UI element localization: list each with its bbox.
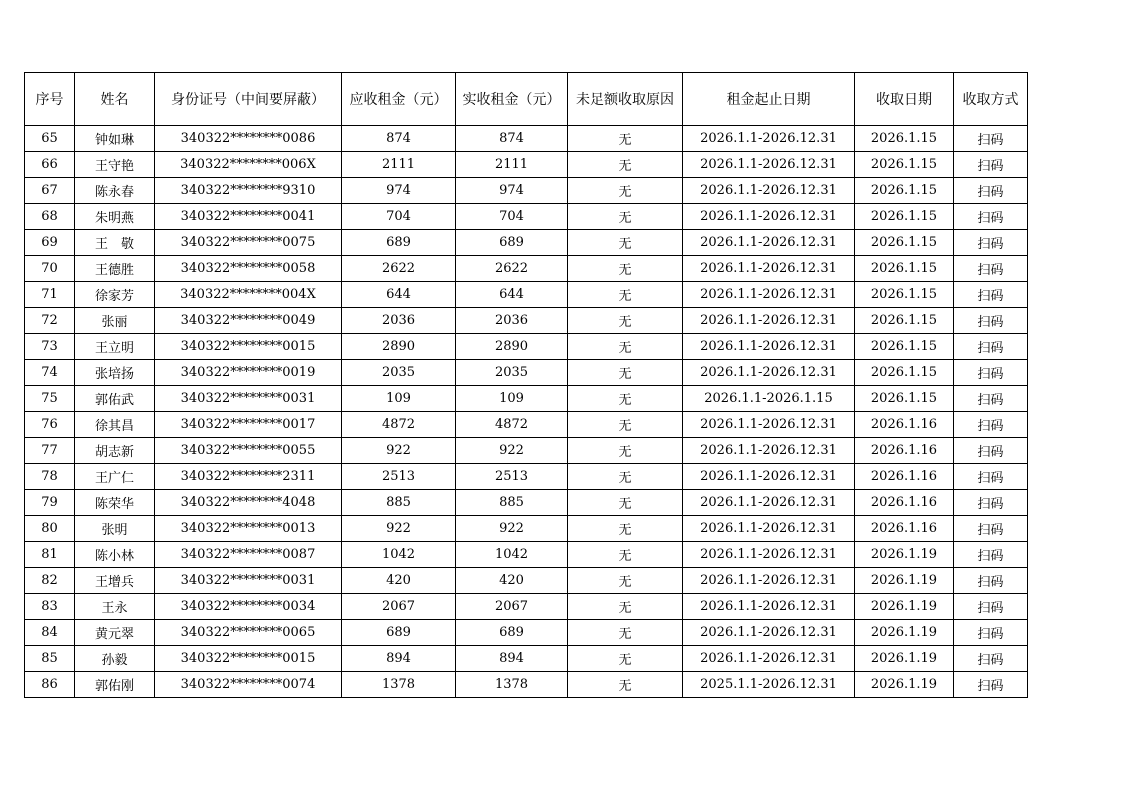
cell-payment-method: 扫码 bbox=[954, 256, 1028, 282]
cell-index: 85 bbox=[25, 646, 75, 672]
cell-rent-period: 2026.1.1-2026.1.15 bbox=[683, 386, 855, 412]
cell-rent-received: 874 bbox=[456, 126, 568, 152]
cell-rent-due: 1378 bbox=[342, 672, 456, 698]
table-row bbox=[25, 360, 1028, 386]
cell-shortfall-reason: 无 bbox=[568, 230, 683, 256]
cell-index: 83 bbox=[25, 594, 75, 620]
cell-name: 陈小林 bbox=[75, 542, 155, 568]
cell-rent-period: 2026.1.1-2026.12.31 bbox=[683, 594, 855, 620]
cell-id-number: 340322********0017 bbox=[155, 412, 342, 438]
cell-name: 郭佑刚 bbox=[75, 672, 155, 698]
cell-name: 胡志新 bbox=[75, 438, 155, 464]
cell-collection-date: 2026.1.15 bbox=[855, 256, 954, 282]
cell-collection-date: 2026.1.19 bbox=[855, 646, 954, 672]
cell-index: 74 bbox=[25, 360, 75, 386]
cell-name: 王广仁 bbox=[75, 464, 155, 490]
cell-payment-method: 扫码 bbox=[954, 204, 1028, 230]
cell-rent-received: 922 bbox=[456, 438, 568, 464]
cell-id-number: 340322********4048 bbox=[155, 490, 342, 516]
cell-index: 84 bbox=[25, 620, 75, 646]
cell-collection-date: 2026.1.19 bbox=[855, 672, 954, 698]
cell-name: 朱明燕 bbox=[75, 204, 155, 230]
cell-payment-method: 扫码 bbox=[954, 152, 1028, 178]
cell-index: 80 bbox=[25, 516, 75, 542]
cell-rent-due: 689 bbox=[342, 620, 456, 646]
cell-rent-received: 2111 bbox=[456, 152, 568, 178]
cell-payment-method: 扫码 bbox=[954, 542, 1028, 568]
cell-index: 86 bbox=[25, 672, 75, 698]
cell-rent-received: 2035 bbox=[456, 360, 568, 386]
cell-collection-date: 2026.1.19 bbox=[855, 620, 954, 646]
cell-collection-date: 2026.1.15 bbox=[855, 386, 954, 412]
cell-index: 65 bbox=[25, 126, 75, 152]
cell-index: 76 bbox=[25, 412, 75, 438]
col-header-payment-method: 收取方式 bbox=[954, 73, 1028, 126]
table-body bbox=[25, 126, 1028, 698]
cell-rent-due: 2067 bbox=[342, 594, 456, 620]
cell-rent-received: 922 bbox=[456, 516, 568, 542]
cell-id-number: 340322********0015 bbox=[155, 334, 342, 360]
cell-payment-method: 扫码 bbox=[954, 386, 1028, 412]
cell-id-number: 340322********0019 bbox=[155, 360, 342, 386]
cell-payment-method: 扫码 bbox=[954, 464, 1028, 490]
cell-id-number: 340322********0031 bbox=[155, 568, 342, 594]
cell-shortfall-reason: 无 bbox=[568, 464, 683, 490]
table-row bbox=[25, 646, 1028, 672]
table-row bbox=[25, 152, 1028, 178]
cell-collection-date: 2026.1.16 bbox=[855, 490, 954, 516]
cell-rent-due: 922 bbox=[342, 516, 456, 542]
cell-rent-period: 2026.1.1-2026.12.31 bbox=[683, 568, 855, 594]
cell-index: 72 bbox=[25, 308, 75, 334]
table-row bbox=[25, 334, 1028, 360]
cell-rent-due: 704 bbox=[342, 204, 456, 230]
table-row bbox=[25, 126, 1028, 152]
cell-rent-received: 689 bbox=[456, 620, 568, 646]
cell-rent-due: 2035 bbox=[342, 360, 456, 386]
cell-index: 69 bbox=[25, 230, 75, 256]
cell-shortfall-reason: 无 bbox=[568, 204, 683, 230]
cell-shortfall-reason: 无 bbox=[568, 334, 683, 360]
cell-rent-due: 2513 bbox=[342, 464, 456, 490]
cell-rent-due: 1042 bbox=[342, 542, 456, 568]
table-row bbox=[25, 516, 1028, 542]
cell-id-number: 340322********2311 bbox=[155, 464, 342, 490]
cell-rent-received: 885 bbox=[456, 490, 568, 516]
cell-payment-method: 扫码 bbox=[954, 594, 1028, 620]
col-header-name: 姓名 bbox=[75, 73, 155, 126]
cell-rent-period: 2026.1.1-2026.12.31 bbox=[683, 620, 855, 646]
cell-shortfall-reason: 无 bbox=[568, 126, 683, 152]
table-row bbox=[25, 464, 1028, 490]
cell-rent-period: 2026.1.1-2026.12.31 bbox=[683, 646, 855, 672]
cell-rent-due: 109 bbox=[342, 386, 456, 412]
cell-collection-date: 2026.1.19 bbox=[855, 594, 954, 620]
cell-name: 王守艳 bbox=[75, 152, 155, 178]
cell-name: 黄元翠 bbox=[75, 620, 155, 646]
cell-rent-received: 2067 bbox=[456, 594, 568, 620]
cell-name: 王德胜 bbox=[75, 256, 155, 282]
cell-rent-received: 2890 bbox=[456, 334, 568, 360]
cell-collection-date: 2026.1.16 bbox=[855, 438, 954, 464]
cell-shortfall-reason: 无 bbox=[568, 178, 683, 204]
cell-id-number: 340322********0065 bbox=[155, 620, 342, 646]
cell-rent-period: 2026.1.1-2026.12.31 bbox=[683, 490, 855, 516]
cell-payment-method: 扫码 bbox=[954, 282, 1028, 308]
cell-rent-due: 644 bbox=[342, 282, 456, 308]
cell-shortfall-reason: 无 bbox=[568, 308, 683, 334]
cell-collection-date: 2026.1.19 bbox=[855, 542, 954, 568]
table-row bbox=[25, 594, 1028, 620]
cell-payment-method: 扫码 bbox=[954, 178, 1028, 204]
cell-shortfall-reason: 无 bbox=[568, 620, 683, 646]
cell-payment-method: 扫码 bbox=[954, 308, 1028, 334]
cell-rent-period: 2026.1.1-2026.12.31 bbox=[683, 308, 855, 334]
cell-collection-date: 2026.1.15 bbox=[855, 282, 954, 308]
cell-shortfall-reason: 无 bbox=[568, 360, 683, 386]
cell-rent-period: 2025.1.1-2026.12.31 bbox=[683, 672, 855, 698]
cell-payment-method: 扫码 bbox=[954, 620, 1028, 646]
cell-id-number: 340322********0055 bbox=[155, 438, 342, 464]
cell-collection-date: 2026.1.16 bbox=[855, 412, 954, 438]
cell-name: 王增兵 bbox=[75, 568, 155, 594]
cell-rent-received: 1042 bbox=[456, 542, 568, 568]
table-row bbox=[25, 490, 1028, 516]
table-row bbox=[25, 386, 1028, 412]
cell-id-number: 340322********9310 bbox=[155, 178, 342, 204]
cell-rent-period: 2026.1.1-2026.12.31 bbox=[683, 360, 855, 386]
cell-id-number: 340322********0034 bbox=[155, 594, 342, 620]
header-row bbox=[25, 73, 1028, 126]
cell-payment-method: 扫码 bbox=[954, 516, 1028, 542]
cell-name: 王永 bbox=[75, 594, 155, 620]
cell-id-number: 340322********0015 bbox=[155, 646, 342, 672]
cell-rent-period: 2026.1.1-2026.12.31 bbox=[683, 230, 855, 256]
cell-shortfall-reason: 无 bbox=[568, 646, 683, 672]
cell-rent-period: 2026.1.1-2026.12.31 bbox=[683, 126, 855, 152]
cell-rent-period: 2026.1.1-2026.12.31 bbox=[683, 542, 855, 568]
table-row bbox=[25, 308, 1028, 334]
cell-payment-method: 扫码 bbox=[954, 334, 1028, 360]
col-header-rent-period: 租金起止日期 bbox=[683, 73, 855, 126]
cell-rent-due: 2036 bbox=[342, 308, 456, 334]
cell-payment-method: 扫码 bbox=[954, 126, 1028, 152]
cell-rent-period: 2026.1.1-2026.12.31 bbox=[683, 334, 855, 360]
cell-shortfall-reason: 无 bbox=[568, 672, 683, 698]
cell-id-number: 340322********0058 bbox=[155, 256, 342, 282]
table-row bbox=[25, 230, 1028, 256]
cell-collection-date: 2026.1.15 bbox=[855, 230, 954, 256]
cell-id-number: 340322********0013 bbox=[155, 516, 342, 542]
cell-name: 陈永春 bbox=[75, 178, 155, 204]
table-row bbox=[25, 438, 1028, 464]
cell-name: 王立明 bbox=[75, 334, 155, 360]
cell-payment-method: 扫码 bbox=[954, 568, 1028, 594]
cell-rent-due: 974 bbox=[342, 178, 456, 204]
cell-id-number: 340322********0074 bbox=[155, 672, 342, 698]
cell-index: 78 bbox=[25, 464, 75, 490]
cell-name: 钟如琳 bbox=[75, 126, 155, 152]
cell-shortfall-reason: 无 bbox=[568, 542, 683, 568]
cell-shortfall-reason: 无 bbox=[568, 152, 683, 178]
cell-rent-due: 922 bbox=[342, 438, 456, 464]
cell-rent-due: 2111 bbox=[342, 152, 456, 178]
cell-rent-due: 874 bbox=[342, 126, 456, 152]
cell-rent-period: 2026.1.1-2026.12.31 bbox=[683, 204, 855, 230]
cell-shortfall-reason: 无 bbox=[568, 282, 683, 308]
table-row bbox=[25, 568, 1028, 594]
cell-payment-method: 扫码 bbox=[954, 646, 1028, 672]
col-header-index: 序号 bbox=[25, 73, 75, 126]
cell-rent-received: 894 bbox=[456, 646, 568, 672]
cell-index: 71 bbox=[25, 282, 75, 308]
cell-shortfall-reason: 无 bbox=[568, 438, 683, 464]
cell-rent-received: 689 bbox=[456, 230, 568, 256]
cell-rent-received: 2036 bbox=[456, 308, 568, 334]
cell-rent-due: 4872 bbox=[342, 412, 456, 438]
cell-id-number: 340322********006X bbox=[155, 152, 342, 178]
cell-id-number: 340322********0086 bbox=[155, 126, 342, 152]
cell-collection-date: 2026.1.15 bbox=[855, 152, 954, 178]
cell-rent-period: 2026.1.1-2026.12.31 bbox=[683, 282, 855, 308]
cell-name: 徐其昌 bbox=[75, 412, 155, 438]
cell-rent-received: 4872 bbox=[456, 412, 568, 438]
cell-id-number: 340322********0031 bbox=[155, 386, 342, 412]
cell-collection-date: 2026.1.19 bbox=[855, 568, 954, 594]
cell-rent-period: 2026.1.1-2026.12.31 bbox=[683, 438, 855, 464]
cell-rent-received: 644 bbox=[456, 282, 568, 308]
cell-collection-date: 2026.1.16 bbox=[855, 516, 954, 542]
cell-payment-method: 扫码 bbox=[954, 230, 1028, 256]
cell-collection-date: 2026.1.15 bbox=[855, 308, 954, 334]
cell-name: 张培扬 bbox=[75, 360, 155, 386]
cell-rent-due: 2622 bbox=[342, 256, 456, 282]
cell-name: 陈荣华 bbox=[75, 490, 155, 516]
cell-index: 67 bbox=[25, 178, 75, 204]
table-row bbox=[25, 204, 1028, 230]
cell-rent-received: 109 bbox=[456, 386, 568, 412]
cell-rent-received: 2622 bbox=[456, 256, 568, 282]
cell-shortfall-reason: 无 bbox=[568, 412, 683, 438]
cell-name: 张丽 bbox=[75, 308, 155, 334]
table-row bbox=[25, 542, 1028, 568]
cell-payment-method: 扫码 bbox=[954, 360, 1028, 386]
cell-rent-due: 2890 bbox=[342, 334, 456, 360]
cell-collection-date: 2026.1.15 bbox=[855, 178, 954, 204]
cell-shortfall-reason: 无 bbox=[568, 516, 683, 542]
cell-rent-period: 2026.1.1-2026.12.31 bbox=[683, 516, 855, 542]
table-row bbox=[25, 672, 1028, 698]
cell-index: 73 bbox=[25, 334, 75, 360]
cell-rent-due: 894 bbox=[342, 646, 456, 672]
col-header-rent-due: 应收租金（元） bbox=[342, 73, 456, 126]
table-row bbox=[25, 178, 1028, 204]
cell-index: 70 bbox=[25, 256, 75, 282]
cell-shortfall-reason: 无 bbox=[568, 490, 683, 516]
cell-rent-period: 2026.1.1-2026.12.31 bbox=[683, 412, 855, 438]
cell-index: 66 bbox=[25, 152, 75, 178]
cell-name: 张明 bbox=[75, 516, 155, 542]
cell-index: 82 bbox=[25, 568, 75, 594]
cell-rent-due: 885 bbox=[342, 490, 456, 516]
cell-collection-date: 2026.1.15 bbox=[855, 126, 954, 152]
cell-rent-received: 974 bbox=[456, 178, 568, 204]
cell-id-number: 340322********0087 bbox=[155, 542, 342, 568]
cell-rent-received: 2513 bbox=[456, 464, 568, 490]
cell-rent-received: 420 bbox=[456, 568, 568, 594]
cell-shortfall-reason: 无 bbox=[568, 594, 683, 620]
cell-rent-due: 689 bbox=[342, 230, 456, 256]
table-row bbox=[25, 256, 1028, 282]
cell-id-number: 340322********0041 bbox=[155, 204, 342, 230]
cell-name: 郭佑武 bbox=[75, 386, 155, 412]
cell-collection-date: 2026.1.15 bbox=[855, 334, 954, 360]
col-header-rent-received: 实收租金（元） bbox=[456, 73, 568, 126]
cell-shortfall-reason: 无 bbox=[568, 256, 683, 282]
table-row bbox=[25, 620, 1028, 646]
cell-collection-date: 2026.1.15 bbox=[855, 204, 954, 230]
cell-index: 79 bbox=[25, 490, 75, 516]
cell-name: 王 敬 bbox=[75, 230, 155, 256]
cell-index: 81 bbox=[25, 542, 75, 568]
cell-id-number: 340322********004X bbox=[155, 282, 342, 308]
cell-rent-received: 704 bbox=[456, 204, 568, 230]
cell-collection-date: 2026.1.15 bbox=[855, 360, 954, 386]
cell-id-number: 340322********0049 bbox=[155, 308, 342, 334]
cell-payment-method: 扫码 bbox=[954, 490, 1028, 516]
cell-shortfall-reason: 无 bbox=[568, 568, 683, 594]
cell-rent-period: 2026.1.1-2026.12.31 bbox=[683, 256, 855, 282]
col-header-shortfall-reason: 未足额收取原因 bbox=[568, 73, 683, 126]
cell-index: 75 bbox=[25, 386, 75, 412]
rent-collection-table bbox=[24, 72, 1028, 698]
cell-rent-due: 420 bbox=[342, 568, 456, 594]
cell-index: 77 bbox=[25, 438, 75, 464]
cell-payment-method: 扫码 bbox=[954, 672, 1028, 698]
cell-rent-period: 2026.1.1-2026.12.31 bbox=[683, 464, 855, 490]
cell-shortfall-reason: 无 bbox=[568, 386, 683, 412]
cell-rent-received: 1378 bbox=[456, 672, 568, 698]
cell-index: 68 bbox=[25, 204, 75, 230]
cell-rent-period: 2026.1.1-2026.12.31 bbox=[683, 178, 855, 204]
cell-rent-period: 2026.1.1-2026.12.31 bbox=[683, 152, 855, 178]
cell-name: 孙毅 bbox=[75, 646, 155, 672]
cell-name: 徐家芳 bbox=[75, 282, 155, 308]
table-row bbox=[25, 412, 1028, 438]
cell-payment-method: 扫码 bbox=[954, 412, 1028, 438]
col-header-collection-date: 收取日期 bbox=[855, 73, 954, 126]
col-header-id-number: 身份证号（中间要屏蔽） bbox=[155, 73, 342, 126]
cell-collection-date: 2026.1.16 bbox=[855, 464, 954, 490]
cell-payment-method: 扫码 bbox=[954, 438, 1028, 464]
cell-id-number: 340322********0075 bbox=[155, 230, 342, 256]
table-row bbox=[25, 282, 1028, 308]
